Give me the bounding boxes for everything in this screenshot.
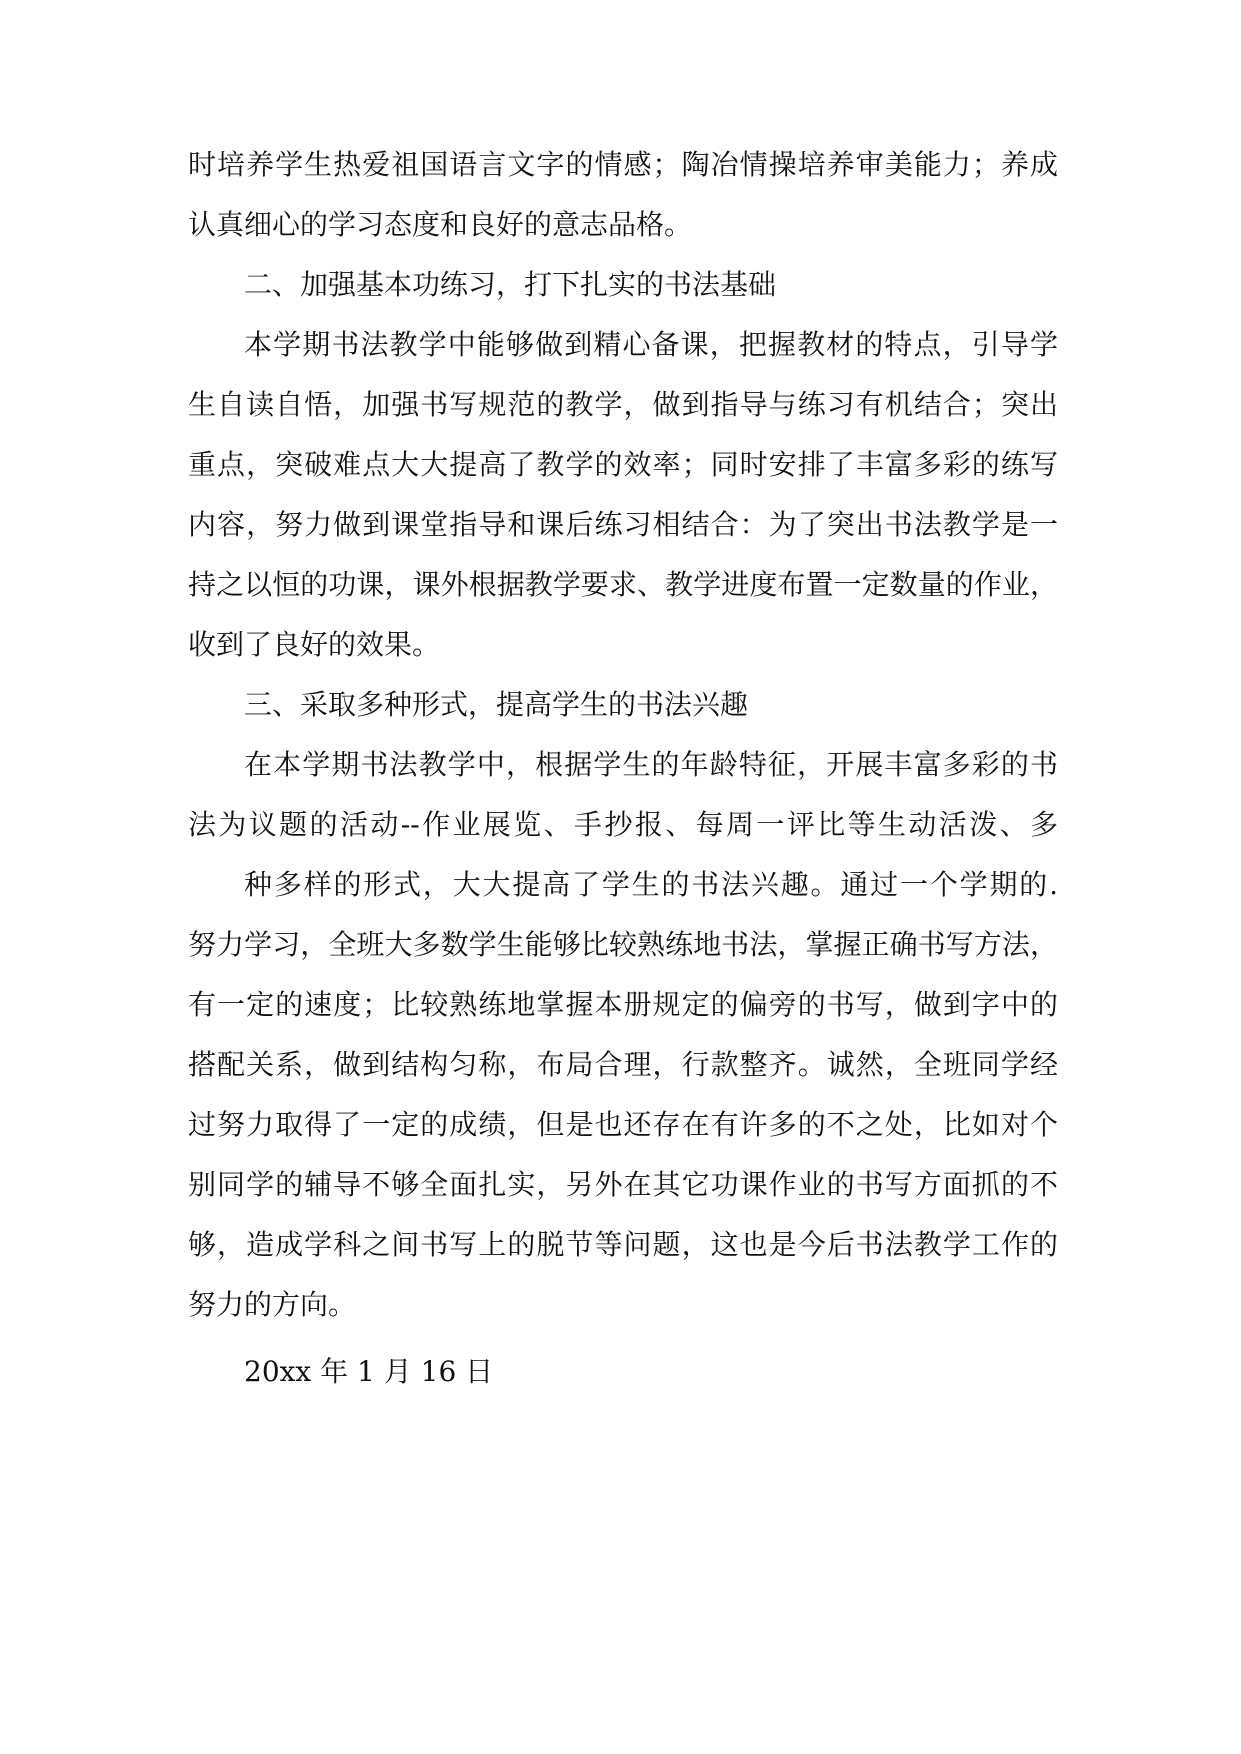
body-line: 够，造成学科之间书写上的脱节等问题，这也是今后书法教学工作的 bbox=[188, 1228, 1058, 1261]
body-line: 种多样的形式，大大提高了学生的书法兴趣。通过一个学期的. bbox=[244, 868, 1058, 901]
body-line: 生自读自悟，加强书写规范的教学，做到指导与练习有机结合；突出 bbox=[188, 388, 1058, 421]
section-heading-3: 三、采取多种形式，提高学生的书法兴趣 bbox=[244, 688, 749, 721]
body-line: 努力学习，全班大多数学生能够比较熟练地书法，掌握正确书写方法， bbox=[188, 928, 1058, 961]
section-heading-2: 二、加强基本功练习，打下扎实的书法基础 bbox=[244, 268, 777, 301]
date-line: 20xx 年 1 月 16 日 bbox=[244, 1355, 494, 1388]
body-line: 搭配关系，做到结构匀称，布局合理，行款整齐。诚然，全班同学经 bbox=[188, 1048, 1058, 1081]
body-line: 法为议题的活动--作业展览、手抄报、每周一评比等生动活泼、多 bbox=[188, 808, 1058, 841]
body-line: 在本学期书法教学中，根据学生的年龄特征，开展丰富多彩的书 bbox=[244, 748, 1058, 781]
body-line: 收到了良好的效果。 bbox=[188, 628, 441, 661]
body-line: 时培养学生热爱祖国语言文字的情感；陶冶情操培养审美能力；养成 bbox=[188, 148, 1058, 181]
body-line: 本学期书法教学中能够做到精心备课，把握教材的特点，引导学 bbox=[244, 328, 1058, 361]
body-line: 重点，突破难点大大提高了教学的效率；同时安排了丰富多彩的练写 bbox=[188, 448, 1058, 481]
body-line: 别同学的辅导不够全面扎实，另外在其它功课作业的书写方面抓的不 bbox=[188, 1168, 1058, 1201]
body-line: 过努力取得了一定的成绩，但是也还存在有许多的不之处，比如对个 bbox=[188, 1108, 1058, 1141]
body-line: 认真细心的学习态度和良好的意志品格。 bbox=[188, 208, 693, 241]
body-line: 有一定的速度；比较熟练地掌握本册规定的偏旁的书写，做到字中的 bbox=[188, 988, 1058, 1021]
body-line: 内容，努力做到课堂指导和课后练习相结合：为了突出书法教学是一 bbox=[188, 508, 1058, 541]
body-line: 努力的方向。 bbox=[188, 1288, 357, 1321]
body-line: 持之以恒的功课，课外根据教学要求、教学进度布置一定数量的作业， bbox=[188, 568, 1058, 601]
